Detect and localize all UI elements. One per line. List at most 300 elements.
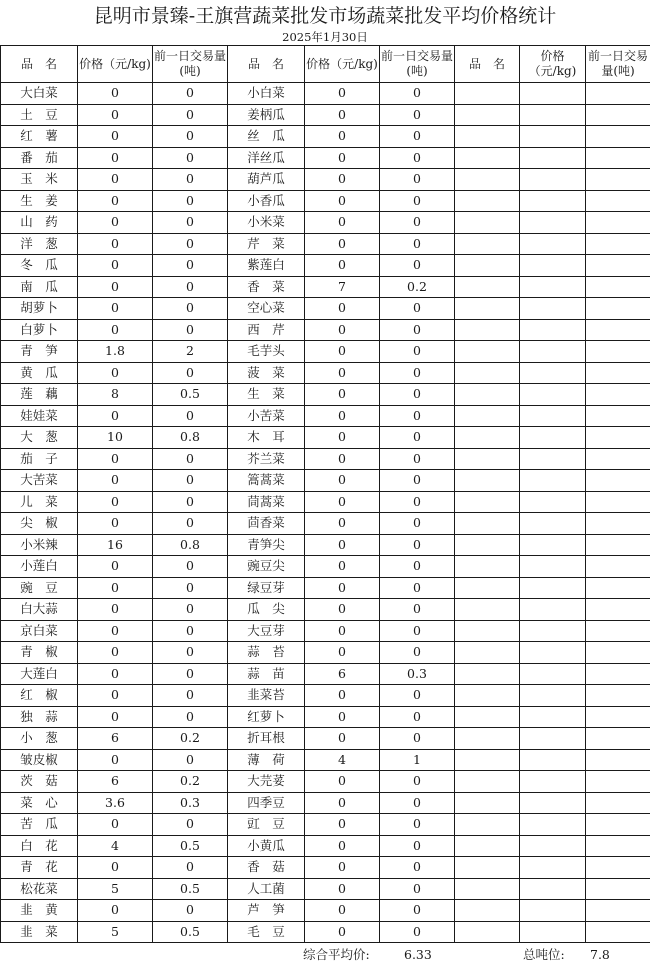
trade-volume-cell: 0	[380, 728, 455, 750]
table-row	[1, 771, 650, 793]
veg-name-cell: 篙蒿菜	[228, 470, 305, 492]
trade-volume-cell: 0	[380, 298, 455, 320]
empty-cell	[455, 427, 520, 449]
empty-cell	[455, 728, 520, 750]
empty-cell	[455, 556, 520, 578]
price-cell: 0	[305, 728, 380, 750]
trade-volume-cell: 0	[380, 83, 455, 105]
veg-name-cell: 茼蒿菜	[228, 491, 305, 513]
empty-cell	[455, 147, 520, 169]
trade-volume-cell: 0	[380, 771, 455, 793]
trade-volume-cell: 0	[380, 900, 455, 922]
trade-volume-cell: 0	[380, 792, 455, 814]
trade-volume-cell: 0	[153, 577, 228, 599]
veg-name-cell: 红萝卜	[228, 706, 305, 728]
header-price-2: 价格（元/kg)	[305, 46, 380, 83]
empty-cell	[455, 362, 520, 384]
table-row	[1, 663, 650, 685]
price-cell: 0	[305, 470, 380, 492]
veg-name-cell: 大芫荽	[228, 771, 305, 793]
empty-cell	[455, 599, 520, 621]
veg-name-cell: 红 薯	[1, 126, 78, 148]
veg-name-cell: 尖 椒	[1, 513, 78, 535]
price-cell: 0	[305, 233, 380, 255]
empty-cell	[455, 319, 520, 341]
trade-volume-cell: 0	[153, 706, 228, 728]
table-row	[1, 900, 650, 922]
price-cell: 0	[305, 534, 380, 556]
trade-volume-cell: 0	[153, 599, 228, 621]
empty-cell	[520, 513, 586, 535]
empty-cell	[586, 792, 650, 814]
trade-volume-cell: 0	[380, 835, 455, 857]
empty-cell	[586, 169, 650, 191]
price-cell: 4	[78, 835, 153, 857]
table-row	[1, 599, 650, 621]
veg-name-cell: 大豆芽	[228, 620, 305, 642]
price-cell: 0	[305, 147, 380, 169]
trade-volume-cell: 0.2	[153, 771, 228, 793]
price-cell: 7	[305, 276, 380, 298]
empty-cell	[586, 319, 650, 341]
price-cell: 0	[305, 556, 380, 578]
price-cell: 0	[305, 298, 380, 320]
veg-name-cell: 韭 黄	[1, 900, 78, 922]
trade-volume-cell: 0	[380, 233, 455, 255]
veg-name-cell: 小米辣	[1, 534, 78, 556]
price-cell: 0	[305, 384, 380, 406]
empty-cell	[586, 427, 650, 449]
price-cell: 0	[78, 448, 153, 470]
trade-volume-cell: 0	[380, 362, 455, 384]
trade-volume-cell: 0	[380, 921, 455, 943]
empty-cell	[455, 835, 520, 857]
price-cell: 5	[78, 878, 153, 900]
trade-volume-cell: 0	[153, 83, 228, 105]
empty-cell	[586, 341, 650, 363]
trade-volume-cell: 2	[153, 341, 228, 363]
veg-name-cell: 京白菜	[1, 620, 78, 642]
table-row	[1, 921, 650, 943]
trade-volume-cell: 1	[380, 749, 455, 771]
empty-cell	[586, 513, 650, 535]
empty-cell	[520, 706, 586, 728]
empty-cell	[520, 255, 586, 277]
veg-name-cell: 韭菜苔	[228, 685, 305, 707]
price-cell: 3.6	[78, 792, 153, 814]
price-cell: 0	[78, 83, 153, 105]
empty-cell	[455, 190, 520, 212]
trade-volume-cell: 0	[380, 384, 455, 406]
price-cell: 6	[305, 663, 380, 685]
veg-name-cell: 生 姜	[1, 190, 78, 212]
trade-volume-cell: 0.3	[153, 792, 228, 814]
table-row	[1, 556, 650, 578]
table-header-row	[1, 46, 650, 83]
veg-name-cell: 芦 笋	[228, 900, 305, 922]
price-cell: 0	[78, 599, 153, 621]
price-cell: 0	[305, 620, 380, 642]
table-row	[1, 792, 650, 814]
price-cell: 0	[305, 190, 380, 212]
veg-name-cell: 茴香菜	[228, 513, 305, 535]
trade-volume-cell: 0.5	[153, 384, 228, 406]
empty-cell	[520, 147, 586, 169]
empty-cell	[455, 83, 520, 105]
table-row	[1, 620, 650, 642]
price-cell: 0	[78, 706, 153, 728]
empty-cell	[586, 642, 650, 664]
empty-cell	[586, 706, 650, 728]
trade-volume-cell: 0	[153, 900, 228, 922]
table-row	[1, 169, 650, 191]
veg-name-cell: 毛 豆	[228, 921, 305, 943]
price-cell: 0	[78, 147, 153, 169]
table-row	[1, 577, 650, 599]
veg-name-cell: 大白菜	[1, 83, 78, 105]
trade-volume-cell: 0	[153, 233, 228, 255]
empty-cell	[455, 642, 520, 664]
price-cell: 4	[305, 749, 380, 771]
header-price-3: 价格（元/kg)	[520, 46, 586, 83]
price-cell: 0	[305, 513, 380, 535]
veg-name-cell: 南 瓜	[1, 276, 78, 298]
veg-name-cell: 小香瓜	[228, 190, 305, 212]
veg-name-cell: 空心菜	[228, 298, 305, 320]
veg-name-cell: 松花菜	[1, 878, 78, 900]
empty-cell	[455, 169, 520, 191]
price-cell: 6	[78, 728, 153, 750]
veg-name-cell: 冬 瓜	[1, 255, 78, 277]
trade-volume-cell: 0	[153, 298, 228, 320]
veg-name-cell: 芥兰菜	[228, 448, 305, 470]
trade-volume-cell: 0	[380, 104, 455, 126]
empty-cell	[520, 792, 586, 814]
report-date: 2025年1月30日	[282, 30, 368, 44]
empty-cell	[520, 857, 586, 879]
veg-name-cell: 洋 葱	[1, 233, 78, 255]
trade-volume-cell: 0	[153, 255, 228, 277]
table-row	[1, 384, 650, 406]
veg-name-cell: 莲 藕	[1, 384, 78, 406]
empty-cell	[586, 276, 650, 298]
table-row	[1, 835, 650, 857]
empty-cell	[586, 835, 650, 857]
table-row	[1, 341, 650, 363]
table-row	[1, 104, 650, 126]
trade-volume-cell: 0	[380, 427, 455, 449]
empty-cell	[520, 190, 586, 212]
price-cell: 10	[78, 427, 153, 449]
price-cell: 6	[78, 771, 153, 793]
price-cell: 0	[305, 771, 380, 793]
table-row	[1, 276, 650, 298]
price-cell: 0	[78, 255, 153, 277]
empty-cell	[586, 577, 650, 599]
price-cell: 0	[78, 276, 153, 298]
trade-volume-cell: 0	[380, 405, 455, 427]
veg-name-cell: 土 豆	[1, 104, 78, 126]
empty-cell	[586, 814, 650, 836]
price-cell: 0	[78, 513, 153, 535]
trade-volume-cell: 0	[380, 878, 455, 900]
price-cell: 0	[78, 298, 153, 320]
table-body	[1, 83, 650, 943]
veg-name-cell: 白萝卜	[1, 319, 78, 341]
trade-volume-cell: 0	[380, 599, 455, 621]
empty-cell	[586, 857, 650, 879]
trade-volume-cell: 0	[380, 448, 455, 470]
veg-name-cell: 茄 子	[1, 448, 78, 470]
table-row	[1, 534, 650, 556]
veg-name-cell: 黄 瓜	[1, 362, 78, 384]
price-cell: 0	[78, 470, 153, 492]
table-row	[1, 233, 650, 255]
average-price-label: 综合平均价:	[303, 947, 370, 962]
price-cell: 0	[78, 749, 153, 771]
empty-cell	[520, 728, 586, 750]
table-row	[1, 470, 650, 492]
trade-volume-cell: 0	[380, 577, 455, 599]
veg-name-cell: 白大蒜	[1, 599, 78, 621]
veg-name-cell: 白 花	[1, 835, 78, 857]
trade-volume-cell: 0	[380, 620, 455, 642]
trade-volume-cell: 0	[153, 663, 228, 685]
empty-cell	[586, 126, 650, 148]
table-row	[1, 448, 650, 470]
header-name-2: 品 名	[228, 46, 305, 83]
veg-name-cell: 小 葱	[1, 728, 78, 750]
empty-cell	[520, 577, 586, 599]
empty-cell	[455, 534, 520, 556]
veg-name-cell: 小苦菜	[228, 405, 305, 427]
empty-cell	[520, 921, 586, 943]
empty-cell	[586, 620, 650, 642]
price-cell: 0	[305, 405, 380, 427]
trade-volume-cell: 0.5	[153, 921, 228, 943]
empty-cell	[520, 384, 586, 406]
empty-cell	[455, 685, 520, 707]
empty-cell	[586, 556, 650, 578]
empty-cell	[586, 362, 650, 384]
price-cell: 0	[78, 212, 153, 234]
total-tonnage-label: 总吨位:	[523, 947, 565, 962]
veg-name-cell: 芹 菜	[228, 233, 305, 255]
veg-name-cell: 葫芦瓜	[228, 169, 305, 191]
trade-volume-cell: 0	[380, 513, 455, 535]
veg-name-cell: 大 葱	[1, 427, 78, 449]
price-cell: 0	[305, 921, 380, 943]
price-cell: 0	[78, 620, 153, 642]
empty-cell	[520, 642, 586, 664]
price-cell: 0	[78, 233, 153, 255]
trade-volume-cell: 0	[153, 104, 228, 126]
header-volume-3: 前一日交易量(吨)	[586, 46, 650, 83]
veg-name-cell: 豌 豆	[1, 577, 78, 599]
table-row	[1, 319, 650, 341]
trade-volume-cell: 0	[153, 620, 228, 642]
veg-name-cell: 紫莲白	[228, 255, 305, 277]
empty-cell	[455, 448, 520, 470]
table-row	[1, 362, 650, 384]
table-row	[1, 814, 650, 836]
empty-cell	[586, 147, 650, 169]
empty-cell	[520, 620, 586, 642]
empty-cell	[455, 384, 520, 406]
trade-volume-cell: 0	[153, 642, 228, 664]
empty-cell	[586, 104, 650, 126]
veg-name-cell: 西 芹	[228, 319, 305, 341]
trade-volume-cell: 0.5	[153, 835, 228, 857]
price-cell: 0	[305, 599, 380, 621]
price-cell: 0	[78, 556, 153, 578]
summary-footer	[0, 946, 650, 964]
empty-cell	[455, 900, 520, 922]
empty-cell	[520, 362, 586, 384]
empty-cell	[586, 663, 650, 685]
trade-volume-cell: 0	[153, 405, 228, 427]
table-row	[1, 83, 650, 105]
empty-cell	[520, 276, 586, 298]
veg-name-cell: 红 椒	[1, 685, 78, 707]
empty-cell	[520, 771, 586, 793]
veg-name-cell: 苦 瓜	[1, 814, 78, 836]
table-row	[1, 255, 650, 277]
empty-cell	[455, 857, 520, 879]
empty-cell	[586, 448, 650, 470]
trade-volume-cell: 0	[380, 126, 455, 148]
veg-name-cell: 小莲白	[1, 556, 78, 578]
price-cell: 0	[78, 491, 153, 513]
empty-cell	[586, 233, 650, 255]
empty-cell	[455, 513, 520, 535]
veg-name-cell: 蒜 苔	[228, 642, 305, 664]
empty-cell	[520, 233, 586, 255]
empty-cell	[520, 599, 586, 621]
trade-volume-cell: 0	[380, 341, 455, 363]
empty-cell	[586, 878, 650, 900]
trade-volume-cell: 0	[380, 534, 455, 556]
price-cell: 0	[305, 169, 380, 191]
empty-cell	[455, 792, 520, 814]
veg-name-cell: 折耳根	[228, 728, 305, 750]
empty-cell	[455, 491, 520, 513]
table-row	[1, 685, 650, 707]
trade-volume-cell: 0	[153, 362, 228, 384]
trade-volume-cell: 0.8	[153, 427, 228, 449]
price-cell: 0	[78, 857, 153, 879]
price-cell: 0	[305, 577, 380, 599]
empty-cell	[586, 384, 650, 406]
empty-cell	[520, 448, 586, 470]
trade-volume-cell: 0	[380, 169, 455, 191]
empty-cell	[586, 405, 650, 427]
empty-cell	[520, 878, 586, 900]
price-cell: 0	[305, 900, 380, 922]
empty-cell	[455, 771, 520, 793]
empty-cell	[586, 921, 650, 943]
empty-cell	[520, 83, 586, 105]
empty-cell	[520, 298, 586, 320]
trade-volume-cell: 0	[153, 212, 228, 234]
trade-volume-cell: 0	[380, 642, 455, 664]
empty-cell	[520, 556, 586, 578]
trade-volume-cell: 0	[153, 276, 228, 298]
empty-cell	[455, 341, 520, 363]
price-cell: 8	[78, 384, 153, 406]
trade-volume-cell: 0	[153, 513, 228, 535]
price-cell: 0	[305, 835, 380, 857]
empty-cell	[455, 233, 520, 255]
average-price-value: 6.33	[404, 947, 432, 962]
trade-volume-cell: 0	[380, 255, 455, 277]
empty-cell	[455, 749, 520, 771]
table-row	[1, 728, 650, 750]
trade-volume-cell: 0	[153, 556, 228, 578]
empty-cell	[586, 749, 650, 771]
price-table	[0, 45, 650, 943]
veg-name-cell: 山 药	[1, 212, 78, 234]
price-cell: 0	[305, 255, 380, 277]
veg-name-cell: 小米菜	[228, 212, 305, 234]
empty-cell	[586, 298, 650, 320]
veg-name-cell: 香 菜	[228, 276, 305, 298]
empty-cell	[455, 255, 520, 277]
trade-volume-cell: 0	[380, 212, 455, 234]
veg-name-cell: 大苦菜	[1, 470, 78, 492]
veg-name-cell: 茨 菇	[1, 771, 78, 793]
veg-name-cell: 胡萝卜	[1, 298, 78, 320]
veg-name-cell: 绿豆芽	[228, 577, 305, 599]
trade-volume-cell: 0	[380, 470, 455, 492]
veg-name-cell: 青 笋	[1, 341, 78, 363]
trade-volume-cell: 0	[380, 685, 455, 707]
price-cell: 5	[78, 921, 153, 943]
trade-volume-cell: 0	[153, 126, 228, 148]
veg-name-cell: 香 菇	[228, 857, 305, 879]
price-cell: 0	[78, 642, 153, 664]
trade-volume-cell: 0.5	[153, 878, 228, 900]
trade-volume-cell: 0	[380, 857, 455, 879]
trade-volume-cell: 0.2	[380, 276, 455, 298]
empty-cell	[520, 685, 586, 707]
table-row	[1, 212, 650, 234]
trade-volume-cell: 0	[380, 556, 455, 578]
trade-volume-cell: 0	[153, 857, 228, 879]
trade-volume-cell: 0	[153, 190, 228, 212]
table-row	[1, 405, 650, 427]
veg-name-cell: 韭 菜	[1, 921, 78, 943]
empty-cell	[586, 470, 650, 492]
empty-cell	[455, 276, 520, 298]
veg-name-cell: 薄 荷	[228, 749, 305, 771]
empty-cell	[520, 749, 586, 771]
price-cell: 0	[78, 900, 153, 922]
veg-name-cell: 姜柄瓜	[228, 104, 305, 126]
veg-name-cell: 蒜 苗	[228, 663, 305, 685]
empty-cell	[520, 427, 586, 449]
empty-cell	[586, 190, 650, 212]
table-row	[1, 126, 650, 148]
price-cell: 0	[305, 341, 380, 363]
empty-cell	[520, 405, 586, 427]
veg-name-cell: 小黄瓜	[228, 835, 305, 857]
price-cell: 16	[78, 534, 153, 556]
veg-name-cell: 青 椒	[1, 642, 78, 664]
empty-cell	[520, 126, 586, 148]
veg-name-cell: 豌豆尖	[228, 556, 305, 578]
empty-cell	[520, 319, 586, 341]
